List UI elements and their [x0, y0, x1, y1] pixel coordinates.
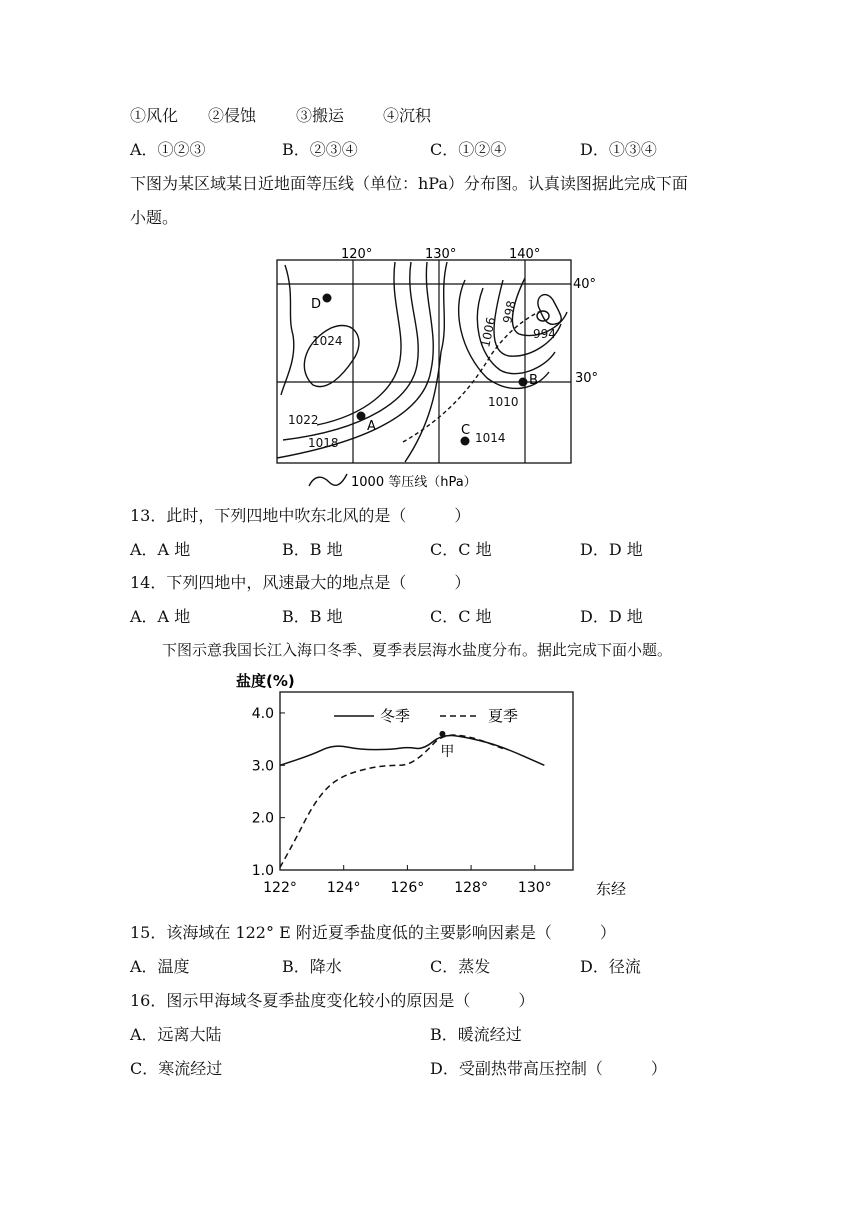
chart-intro: 下图示意我国长江入海口冬季、夏季表层海水盐度分布。据此完成下面小题。: [162, 641, 673, 659]
q13-stem: 13．此时，下列四地中吹东北风的是（ ）: [130, 506, 471, 525]
map-legend: 1000 等压线（hPa）: [351, 475, 477, 490]
trough-line: [403, 310, 543, 442]
point-d: [323, 294, 332, 303]
q12-item-1: ①风化: [130, 106, 179, 125]
q15-stem: 15．该海域在 122° E 附近夏季盐度低的主要影响因素是（ ）: [130, 923, 616, 942]
q14-stem: 14．下列四地中，风速最大的地点是（ ）: [130, 573, 471, 592]
map-frame: [277, 260, 571, 463]
isobar-label-1006: 1006: [478, 315, 499, 349]
lon-label-130: 130°: [425, 247, 457, 262]
legend-winter: 冬季: [380, 707, 411, 725]
chart-xlabel: 东经: [596, 880, 627, 898]
isobar-mid: [405, 262, 447, 462]
q13-option-c: C．C 地: [430, 540, 492, 559]
series-winter-line: [280, 736, 544, 766]
q14-option-d: D．D 地: [580, 607, 643, 626]
isobar-label-1024: 1024: [312, 334, 343, 348]
q12-item-3: ③搬运: [296, 106, 345, 125]
isobars: [277, 262, 567, 462]
map-intro-line2: 小题。: [130, 208, 179, 227]
y-tick-label-2: 2.0: [251, 810, 274, 827]
point-jia-label: 甲: [440, 743, 455, 760]
q14-option-c: C．C 地: [430, 607, 492, 626]
q12-item-4: ④沉积: [383, 106, 432, 125]
q16-option-d: D．受副热带高压控制（ ）: [430, 1059, 667, 1078]
x-tick-label-3: 128°: [454, 880, 488, 896]
q16-stem: 16．图示甲海域冬夏季盐度变化较小的原因是（ ）: [130, 991, 535, 1010]
point-jia: [439, 731, 445, 737]
isobar-label-998: 998: [500, 299, 519, 325]
q15-option-a: A．温度: [130, 957, 190, 976]
isobar-label-1010: 1010: [488, 395, 519, 409]
chart-ylabel: 盐度(%): [236, 672, 295, 690]
lat-label-30: 30°: [575, 371, 599, 386]
x-tick-label-2: 126°: [390, 880, 425, 896]
isobar-label-1014: 1014: [475, 431, 506, 445]
q12-option-c: C．①②④: [430, 140, 507, 159]
y-tick-label-1: 3.0: [251, 758, 274, 775]
q12-item-2: ②侵蚀: [208, 106, 257, 125]
point-c-label: C: [461, 423, 471, 438]
q16-option-a: A．远离大陆: [130, 1025, 222, 1044]
point-d-label: D: [311, 297, 322, 312]
q16-option-c: C．寒流经过: [130, 1059, 223, 1078]
isobar-label-994: 994: [533, 327, 556, 341]
q15-option-c: C．蒸发: [430, 957, 491, 976]
x-tick-label-1: 124°: [326, 880, 361, 896]
q13-option-a: A．A 地: [130, 540, 191, 559]
legend-summer: 夏季: [488, 707, 519, 725]
q15-option-b: B．降水: [282, 957, 342, 976]
salinity-chart: [228, 668, 628, 904]
isobar-label-1018: 1018: [308, 436, 339, 450]
y-tick-label-3: 1.0: [251, 863, 274, 879]
point-a: [357, 412, 366, 421]
q12-option-b: B．②③④: [282, 140, 358, 159]
q13-option-d: D．D 地: [580, 540, 643, 559]
isobar-map: [255, 240, 615, 496]
series-summer-line: [280, 735, 503, 867]
q16-option-b: B．暖流经过: [430, 1025, 522, 1044]
lon-label-140: 140°: [509, 247, 541, 262]
plot-area: [280, 692, 573, 870]
q12-option-d: D．①③④: [580, 140, 657, 159]
q15-option-d: D．径流: [580, 957, 641, 976]
x-tick-label-0: 122°: [263, 880, 297, 896]
map-intro-line1: 下图为某区域某日近地面等压线（单位：hPa）分布图。认真读图据此完成下面: [130, 174, 688, 193]
point-b: [519, 378, 528, 387]
isobar-label-1022: 1022: [288, 413, 319, 427]
lat-label-40: 40°: [573, 277, 597, 292]
point-b-label: B: [529, 373, 538, 388]
legend-isobar-icon: [309, 474, 347, 486]
y-tick-label-0: 4.0: [251, 705, 274, 722]
lon-label-120: 120°: [341, 247, 373, 262]
q12-option-a: A．①②③: [130, 140, 206, 159]
x-tick-label-4: 130°: [517, 880, 552, 896]
q14-option-b: B．B 地: [282, 607, 343, 626]
q14-option-a: A．A 地: [130, 607, 191, 626]
isobar-994-closed: [538, 295, 561, 325]
q13-option-b: B．B 地: [282, 540, 343, 559]
point-a-label: A: [367, 419, 376, 434]
